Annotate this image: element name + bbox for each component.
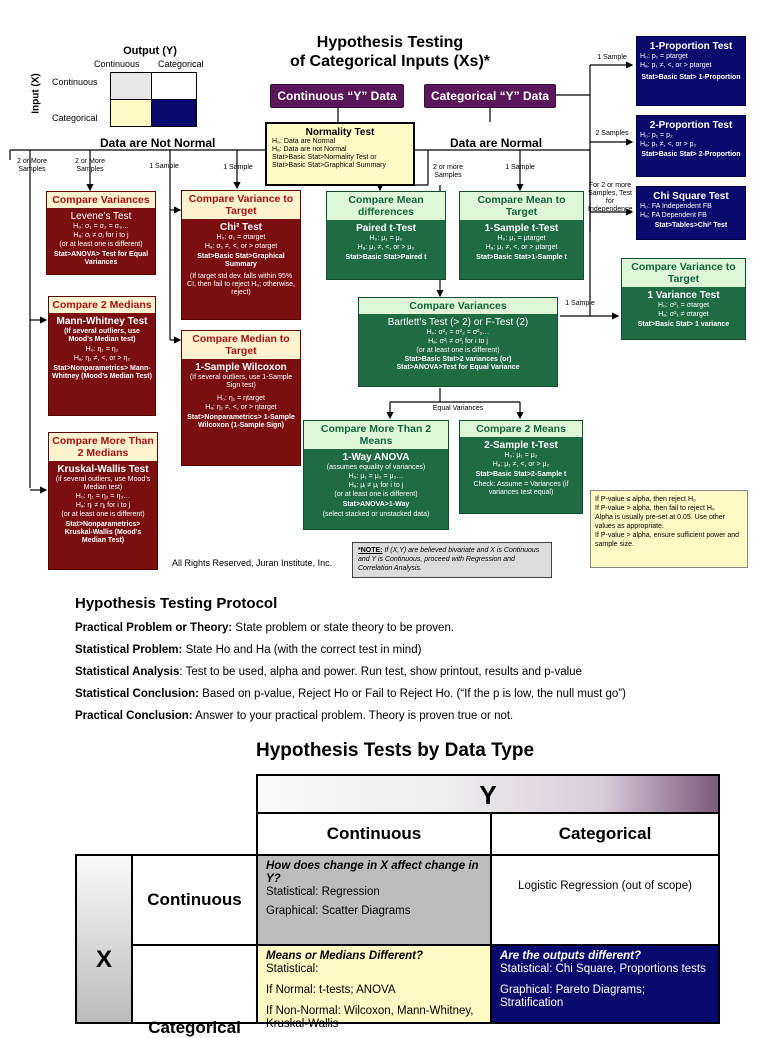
twot-ha: Hₐ: μ₁ ≠, <, or > μ₂ — [492, 461, 550, 468]
cc-statistical: Statistical: Regression — [266, 886, 380, 898]
kruskal-note: (if several outliers, use Mood’s Median test) — [55, 476, 151, 491]
cell-categorical-categorical — [490, 944, 720, 1024]
chi-var-ha: Hₐ: σ₁ ≠, <, or > σtarget — [204, 243, 278, 250]
protocol-item: Statistical Problem: State Ho and Ha (with the correct test in mind) — [75, 644, 422, 656]
cell-continuous-continuous — [256, 854, 492, 946]
kc-question: Means or Medians Different? — [266, 950, 423, 962]
key-cell-cx — [151, 72, 197, 100]
kruskal-h0: H₀: η₁ = η₂ = η₃… — [75, 493, 131, 500]
kk-statistical: Statistical: Chi Square, Proportions tests — [500, 963, 706, 975]
pvalue-line-3: Alpha is usually pre-set at 0.05. Use other values as appropriate. — [595, 514, 725, 530]
p-value-rules-box — [590, 490, 748, 568]
twot-stat: Stat>Basic Stat>2-Sample t — [475, 471, 567, 478]
onet-ha: Hₐ: μ₁ ≠, <, or > μtarget — [485, 244, 558, 251]
levene-ha: Hₐ: σᵢ ≠ σⱼ for i to j — [73, 232, 129, 239]
one-sample-t-box — [459, 191, 584, 280]
key-cell-cc — [110, 72, 152, 100]
key-col-categorical: Categorical — [158, 59, 204, 69]
paired-t-box — [326, 191, 446, 280]
protocol-heading: Hypothesis Testing Protocol — [75, 595, 278, 612]
chi-var-stat: Stat>Basic Stat>Graphical Summary — [197, 253, 285, 268]
twot-name: 2-Sample t-Test — [484, 440, 558, 451]
normal-header: Data are Normal — [450, 136, 543, 150]
oneprop-stat: Stat>Basic Stat> 1-Proportion — [641, 74, 741, 81]
bytype-heading: Hypothesis Tests by Data Type — [256, 740, 535, 761]
wilcoxon-h0: H₀: η₁ = ηtarget — [217, 395, 265, 402]
chi-var-note: (If target std dev. falls within 95% CI, then fail to reject H₀; otherwise, reject) — [187, 273, 295, 296]
mann-whitney-box — [48, 296, 156, 416]
protocol-item: Statistical Analysis: Test to be used, alpha and power. Run test, show printout, results and p-value — [75, 666, 582, 678]
not-normal-header: Data are Not Normal — [100, 136, 216, 150]
normality-ha: Hₐ: Data are not Normal — [272, 146, 347, 153]
twot-h0: H₀: μ₁ = μ₂ — [504, 452, 538, 459]
mann-title: Compare 2 Medians — [49, 297, 155, 314]
chisq-h0: H₀: FA Independent FB — [640, 203, 712, 210]
onevar-h0: H₀: σ²₁ = σtarget — [657, 302, 710, 309]
key-output-label: Output (Y) — [123, 45, 177, 57]
twot-title: Compare 2 Means — [460, 421, 582, 438]
note-text: If (X,Y) are believed bivariate and X is Continuous and Y is Continuous, proceed with Regression and Correlation Analysis. — [358, 547, 540, 572]
cc-graphical: Graphical: Scatter Diagrams — [266, 905, 411, 917]
pvalue-line-1: If P-value ≤ alpha, then reject H₀ — [595, 496, 696, 503]
label-1-sample: 1 Sample — [565, 300, 595, 307]
label-independence: For 2 or more Samples, Test for Independence — [588, 182, 633, 213]
protocol-section — [75, 594, 755, 727]
mann-note: (If several outliers, use Mood’s Median test) — [64, 328, 140, 343]
anova-note: (assumes equality of variances) — [326, 464, 426, 471]
kc-normal: If Normal: t-tests; ANOVA — [266, 984, 396, 996]
levene-stat: Stat>ANOVA> Test for Equal Variances — [53, 251, 149, 266]
note-lead: *NOTE: — [358, 547, 383, 554]
onevar-ha: Hₐ: σ²₁ ≠ σtarget — [658, 311, 709, 318]
levene-h0: H₀: σ₁ = σ₂ = σ₃… — [73, 223, 129, 230]
onevar-name: 1 Variance Test — [647, 290, 720, 301]
wilcoxon-stat: Stat>Nonparametrics> 1-Sample Wilcoxon (1-Sample Sign) — [187, 414, 295, 429]
title-line-2: of Categorical Inputs (Xs)* — [289, 53, 491, 70]
key-row-categorical: Categorical — [52, 113, 98, 123]
kruskal-stat: Stat>Nonparametrics> Kruskal-Wallis (Mood’s Median Test) — [64, 521, 142, 544]
cell-categorical-continuous — [256, 944, 492, 1030]
cell-continuous-categorical: Logistic Regression (out of scope) — [490, 854, 720, 946]
bartlett-note: (or at least one is different) — [416, 347, 500, 354]
anova-stat: Stat>ANOVA>1-Way — [342, 501, 410, 508]
onevar-title: Compare Variance to Target — [622, 259, 745, 288]
chi-var-name: Chi² Test — [219, 222, 263, 233]
bivariate-note-box — [352, 542, 552, 578]
label-2-or-more-samples: 2 or more Samples — [433, 164, 463, 179]
twoprop-name: 2-Proportion Test — [649, 120, 733, 131]
pvalue-line-2: If P-value > alpha, then fail to reject H₀ — [595, 505, 715, 512]
one-proportion-box — [636, 36, 746, 106]
kc-statistical: Statistical: — [266, 963, 319, 975]
twoprop-h0: H₀: p₁ = p₂ — [640, 132, 673, 139]
paired-name: Paired t-Test — [356, 223, 416, 234]
copyright-text: All Rights Reserved, Juran Institute, Inc. — [172, 558, 333, 568]
protocol-item: Statistical Conclusion: Based on p-value, Reject Ho or Fail to Reject Ho. (“If the p is low, the null must go”) — [75, 688, 626, 700]
protocol-item: Practical Problem or Theory: State problem or state theory to be proven. — [75, 622, 455, 634]
one-variance-box — [621, 258, 746, 340]
chi2-variance-box — [181, 190, 301, 320]
oneprop-h0: H₀: p₁ = ptarget — [640, 53, 688, 60]
mann-stat: Stat>Nonparametrics> Mann-Whitney (Mood’s Median Test) — [52, 365, 152, 380]
onet-name: 1-Sample t-Test — [484, 223, 559, 234]
col-categorical-header: Categorical — [490, 812, 720, 856]
pvalue-line-4: If P-value > alpha, ensure sufficient power and sample size. — [595, 532, 740, 548]
paired-ha: Hₐ: μ₁ ≠, <, or > μ₀ — [357, 244, 415, 251]
normality-h0: H₀: Data are Normal — [272, 138, 336, 145]
cc-question: How does change in X affect change in Y? — [266, 860, 479, 885]
y-axis-header: Y — [256, 774, 720, 814]
bartlett-h0: H₀: σ²₁ = σ²₂ = σ²₃… — [426, 329, 490, 336]
paired-h0: H₀: μ₁ = μ₀ — [369, 235, 403, 242]
levene-title: Compare Variances — [47, 192, 155, 209]
key-matrix — [30, 44, 220, 134]
label-equal-variances: Equal Variances — [428, 405, 488, 413]
key-cell-xc — [110, 99, 152, 127]
key-cell-xx — [151, 99, 197, 127]
wilcoxon-title: Compare Median to Target — [182, 331, 300, 360]
kruskal-title: Compare More Than 2 Medians — [49, 433, 157, 462]
kruskal-note2: (or at least one is different) — [61, 511, 145, 518]
chisq-stat: Stat>Tables>Chi² Test — [654, 222, 728, 229]
wilcoxon-note: (If several outliers, use 1-Sample Sign test) — [189, 374, 293, 389]
chisq-ha: Hₐ: FA Dependent FB — [640, 212, 707, 219]
bartlett-box — [358, 297, 558, 387]
anova-title: Compare More Than 2 Means — [304, 421, 448, 450]
label-2-or-more-samples: 2 or More Samples — [17, 158, 47, 173]
page-title — [270, 33, 510, 71]
anova-note2: (or at least one is different) — [334, 491, 418, 498]
twot-check: Check: Assume = Variances (if variances test equal) — [473, 481, 569, 496]
two-proportion-box — [636, 115, 746, 177]
anova-ha: Hₐ: μᵢ ≠ μⱼ for i to j — [348, 482, 404, 489]
anova-box — [303, 420, 449, 530]
normality-stat: Stat>Basic Stat>Normality Test or Stat>Basic Stat>Graphical Summary — [272, 154, 386, 169]
label-2-samples: 2 Samples — [595, 130, 629, 137]
x-axis-header: X — [75, 854, 133, 1024]
kk-graphical: Graphical: Pareto Diagrams; Stratification — [500, 984, 646, 1009]
onet-title: Compare Mean to Target — [460, 192, 583, 221]
two-sample-t-box — [459, 420, 583, 514]
oneprop-name: 1-Proportion Test — [649, 41, 733, 52]
label-1-sample: 1 Sample — [149, 163, 179, 170]
row-categorical-header: Categorical — [131, 944, 258, 1024]
anova-note3: (select stacked or unstacked data) — [322, 511, 430, 518]
col-continuous-header: Continuous — [256, 812, 492, 856]
normality-test-box — [265, 122, 415, 186]
label-2-or-more-samples: 2 or More Samples — [75, 158, 105, 173]
levene-test-box — [46, 191, 156, 275]
kruskal-wallis-box — [48, 432, 158, 570]
key-row-continuous: Continuous — [52, 77, 98, 87]
label-1-sample: 1 Sample — [223, 164, 253, 171]
onet-stat: Stat>Basic Stat>1-Sample t — [476, 254, 567, 261]
protocol-item: Practical Conclusion: Answer to your practical problem. Theory is proven true or not. — [75, 710, 514, 722]
levene-note: (or at least one is different) — [59, 241, 143, 248]
anova-name: 1-Way ANOVA — [342, 452, 410, 463]
anova-h0: H₀: μ₁ = μ₂ = μ₃… — [348, 473, 404, 480]
mann-name: Mann-Whitney Test — [56, 316, 148, 327]
categorical-y-data-label: Categorical “Y” Data — [424, 84, 556, 108]
continuous-y-data-label: Continuous “Y” Data — [270, 84, 404, 108]
chi-square-box — [636, 186, 746, 240]
mann-ha: Hₐ: η₁ ≠, <, or > η₂ — [73, 355, 131, 362]
wilcoxon-ha: Hₐ: η₁ ≠, <, or > ηtarget — [205, 404, 277, 411]
label-1-sample: 1 Sample — [505, 164, 535, 171]
kk-question: Are the outputs different? — [500, 950, 641, 962]
bartlett-title: Compare Variances — [359, 298, 557, 315]
key-col-continuous: Continuous — [94, 59, 140, 69]
levene-name: Levene’s Test — [70, 211, 132, 222]
kruskal-name: Kruskal-Wallis Test — [57, 464, 149, 475]
wilcoxon-box — [181, 330, 301, 466]
mann-h0: H₀: η₁ = η₂ — [85, 346, 119, 353]
paired-title: Compare Mean differences — [327, 192, 445, 221]
bartlett-name: Bartlett’s Test (> 2) or F-Test (2) — [387, 317, 529, 328]
chisq-name: Chi Square Test — [653, 191, 729, 202]
twoprop-ha: Hₐ: p₁ ≠, <, or > p₂ — [640, 141, 697, 148]
paired-stat: Stat>Basic Stat>Paired t — [345, 254, 427, 261]
bartlett-stat2: Stat>ANOVA>Test for Equal Variance — [396, 364, 520, 371]
wilcoxon-name: 1-Sample Wilcoxon — [195, 362, 287, 373]
chi-var-title: Compare Variance to Target — [182, 191, 300, 220]
kc-nonnormal: If Non-Normal: Wilcoxon, Mann-Whitney, Kruskal-Wallis — [266, 1005, 474, 1030]
normality-title: Normality Test — [305, 127, 375, 138]
kruskal-ha: Hₐ: ηᵢ ≠ ηⱼ for i to j — [75, 502, 131, 509]
bartlett-ha: Hₐ: σ²ᵢ ≠ σ²ⱼ for i to j — [428, 338, 488, 345]
key-input-label: Input (X) — [30, 73, 42, 114]
onet-h0: H₀: μ₁ = μtarget — [497, 235, 546, 242]
title-line-1: Hypothesis Testing — [316, 34, 464, 51]
chi-var-h0: H₀: σ₁ = σtarget — [216, 234, 266, 241]
onevar-stat: Stat>Basic Stat> 1 variance — [637, 321, 730, 328]
oneprop-ha: Hₐ: p₁ ≠, <, or > ptarget — [640, 62, 712, 69]
bartlett-stat1: Stat>Basic Stat>2 variances (or) — [404, 356, 512, 363]
row-continuous-header: Continuous — [131, 854, 258, 946]
twoprop-stat: Stat>Basic Stat> 2-Proportion — [641, 151, 741, 158]
label-1-sample: 1 Sample — [597, 54, 627, 61]
